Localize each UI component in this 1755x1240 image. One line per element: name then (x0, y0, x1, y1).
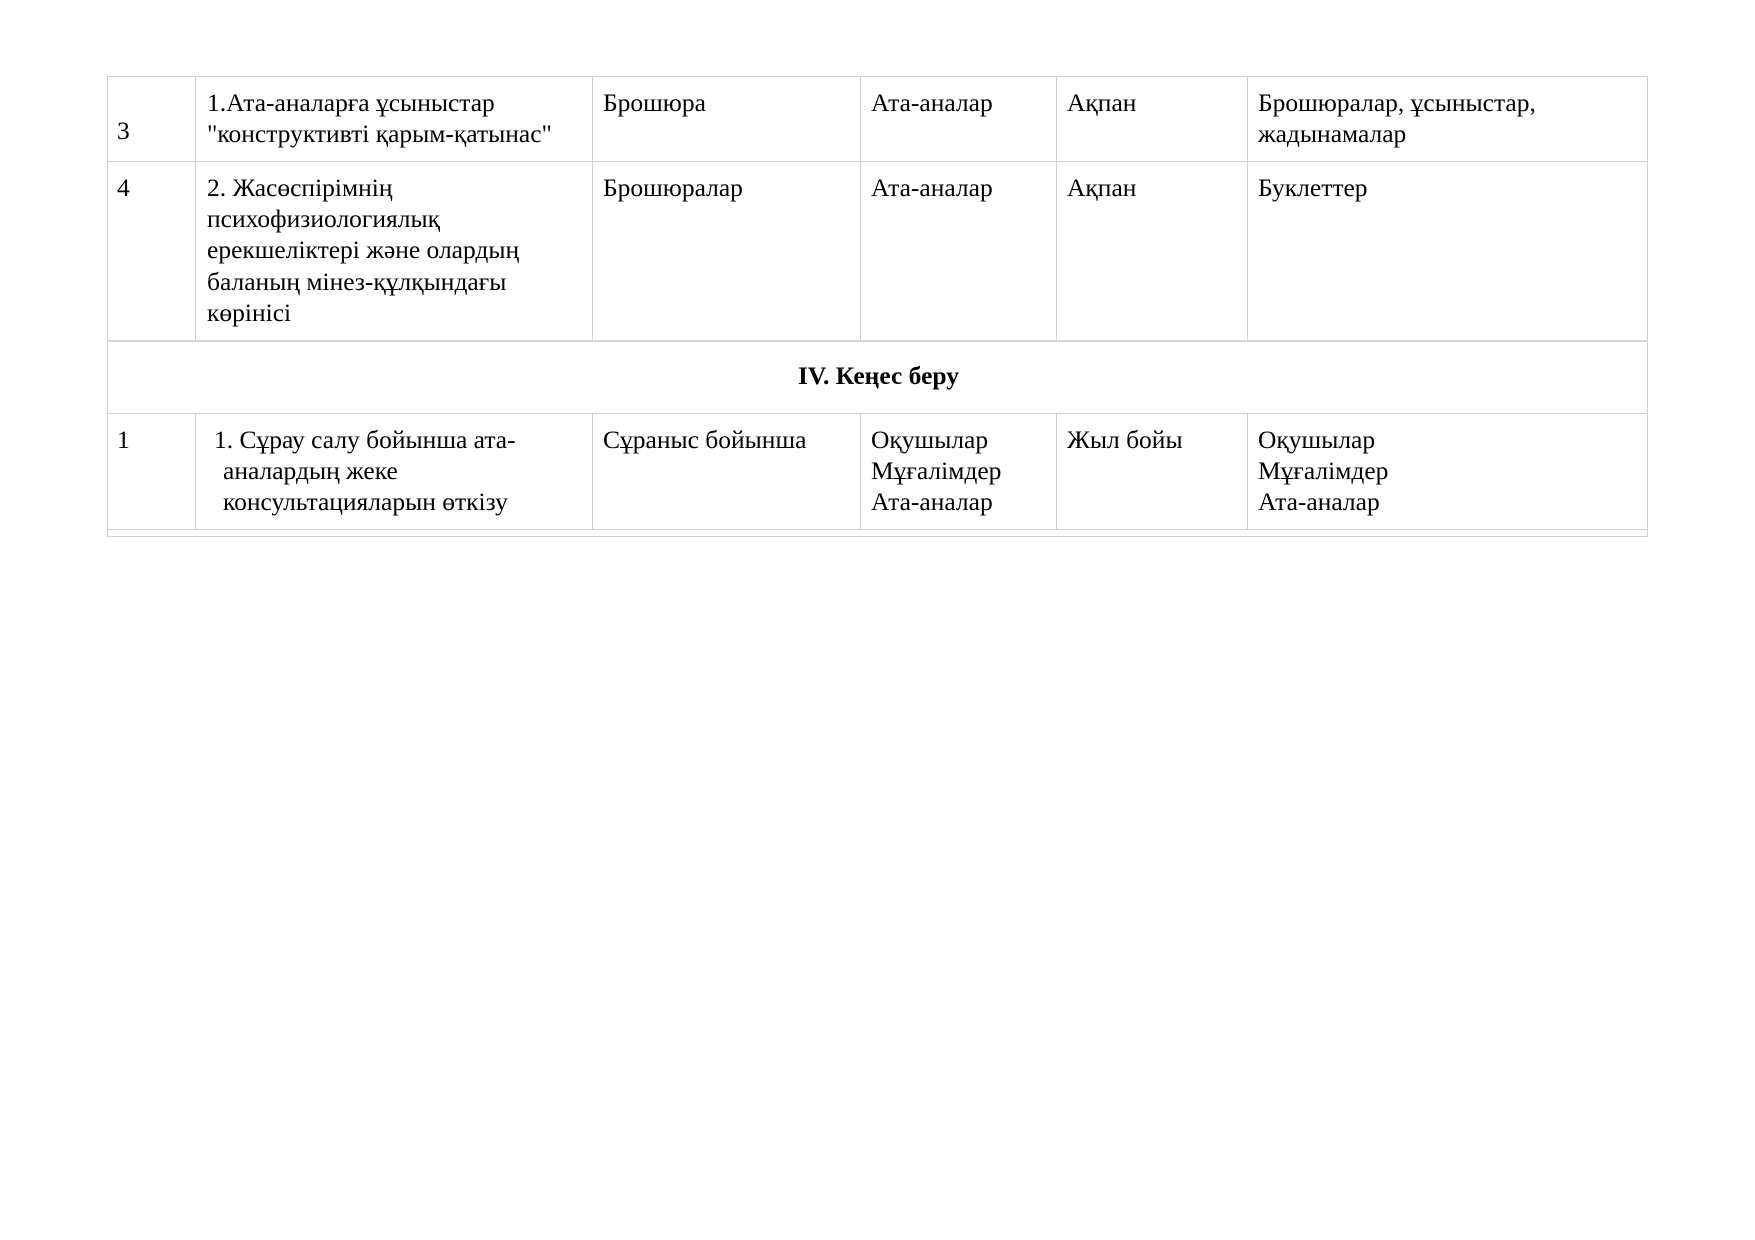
result-line: жадынамалар (1258, 119, 1407, 149)
table-bottom-edge (108, 530, 1648, 537)
activity-line: ерекшеліктері және олардың (207, 235, 520, 265)
table-row (108, 162, 1648, 341)
table-row (108, 77, 1648, 162)
result-line: Брошюралар, ұсыныстар, (1258, 88, 1536, 117)
audience-line: Мұғалімдер (871, 455, 1002, 485)
result-cell (1248, 77, 1648, 162)
row-index-cell: 3 (108, 77, 196, 162)
section-header-row (108, 341, 1648, 414)
activity-line: баланың мінез-құлқындағы (207, 266, 507, 296)
audience-cell: Ата-аналар (861, 162, 1057, 341)
activity-line: 2. Жасөспірімнің (207, 173, 393, 203)
result-line: Оқушылар (1258, 424, 1376, 454)
audience-cell (861, 413, 1057, 529)
audience-line: Оқушылар (871, 424, 989, 454)
result-line: Мұғалімдер (1258, 455, 1389, 485)
section-title: IV. Кеңес беру (108, 341, 1648, 414)
result-cell (1248, 413, 1648, 529)
table-bottom-edge-cell (108, 530, 1648, 537)
term-cell: Жыл бойы (1057, 413, 1248, 529)
audience-line: Ата-аналар (871, 487, 993, 517)
activity-line: 1. Сұрау салу бойынша ата- (214, 424, 516, 454)
activity-line: "конструктивті қарым-қатынас" (207, 119, 552, 149)
result-cell (1248, 162, 1648, 341)
activity-line: аналардың жеке (223, 455, 398, 485)
activity-line: психофизиологиялық (207, 204, 440, 234)
table-body (108, 77, 1648, 537)
activity-cell (196, 413, 593, 529)
term-cell: Ақпан (1057, 77, 1248, 162)
term-cell: Ақпан (1057, 162, 1248, 341)
activity-plan-table (107, 76, 1648, 537)
activity-line: консультацияларын өткізу (223, 487, 508, 517)
result-line: Ата-аналар (1258, 487, 1380, 517)
form-cell: Брошюра (593, 77, 861, 162)
activity-cell (196, 162, 593, 341)
table-row (108, 413, 1648, 529)
activity-line: 1.Ата-аналарға ұсыныстар (207, 88, 495, 117)
result-line: Буклеттер (1258, 173, 1368, 203)
row-index-cell: 4 (108, 162, 196, 341)
audience-cell: Ата-аналар (861, 77, 1057, 162)
form-cell: Сұраныс бойынша (593, 413, 861, 529)
activity-cell (196, 77, 593, 162)
row-index-cell: 1 (108, 413, 196, 529)
activity-line: көрінісі (207, 297, 292, 327)
form-cell: Брошюралар (593, 162, 861, 341)
